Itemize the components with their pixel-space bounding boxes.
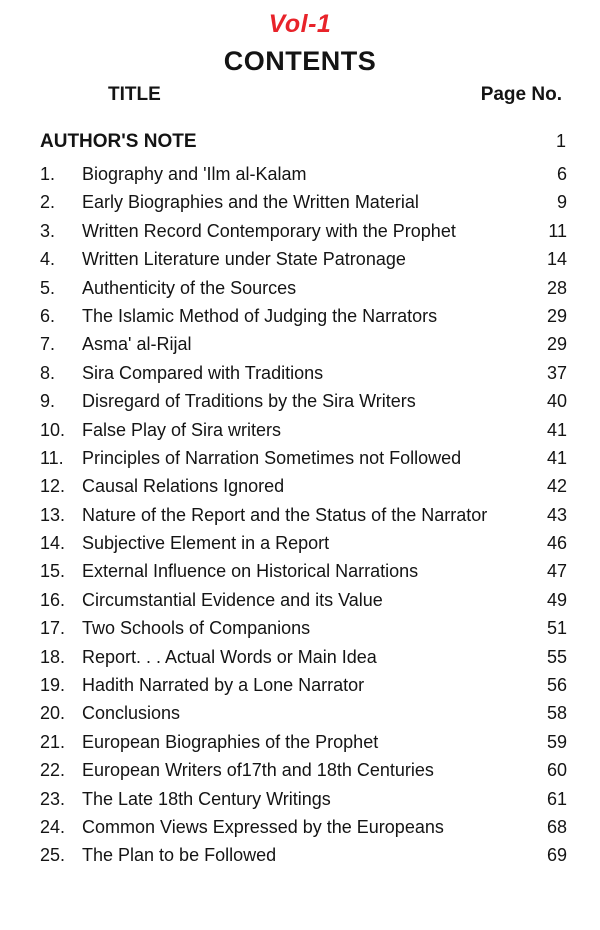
toc-entry: [0, 504, 600, 532]
toc-entry: [0, 333, 600, 361]
toc-entry: [0, 390, 600, 418]
entry-number: 2.: [40, 192, 56, 213]
toc-entry: [0, 844, 600, 872]
title-column-header: TITLE: [108, 84, 161, 105]
entry-number: 17.: [40, 618, 66, 639]
entry-page: 68: [546, 816, 567, 837]
toc-entry: [0, 163, 600, 191]
entry-number: 9.: [40, 391, 56, 412]
toc-entry: [0, 419, 600, 447]
entry-title: Subjective Element in a Report: [82, 533, 330, 554]
entry-title: Causal Relations Ignored: [82, 476, 285, 497]
entry-page: 59: [546, 731, 567, 752]
entry-page: 47: [546, 561, 567, 582]
entry-title: European Writers of17th and 18th Centuries: [82, 760, 434, 781]
toc-entry: [0, 362, 600, 390]
toc-entry: [0, 560, 600, 588]
entry-title: Authenticity of the Sources: [82, 277, 297, 298]
entry-title: Conclusions: [82, 703, 181, 724]
entry-page: 43: [546, 504, 567, 525]
entry-number: 14.: [40, 533, 66, 554]
entry-number: 7.: [40, 334, 56, 355]
entry-title: The Late 18th Century Writings: [82, 788, 331, 809]
entry-page: 11: [548, 220, 567, 241]
entry-number: 6.: [40, 305, 56, 326]
entry-number: 3.: [40, 220, 56, 241]
entry-number: 11.: [40, 447, 64, 468]
toc-entry: [0, 759, 600, 787]
entry-title: External Influence on Historical Narrations: [82, 561, 419, 582]
entry-page: 61: [546, 788, 567, 809]
entry-title: False Play of Sira writers: [82, 419, 282, 440]
toc-entry: [0, 788, 600, 816]
toc-entry: [0, 589, 600, 617]
entry-title: Report. . . Actual Words or Main Idea: [82, 646, 377, 667]
entry-number: 16.: [40, 589, 66, 610]
entry-title: Biography and 'Ilm al-Kalam: [82, 164, 307, 184]
entry-page: 42: [546, 476, 567, 497]
entry-page: 41: [546, 419, 567, 440]
entry-page: 60: [546, 760, 567, 781]
entry-page: 29: [546, 305, 567, 326]
toc-entry: [0, 447, 600, 475]
toc-entry: [0, 532, 600, 560]
entry-title: Early Biographies and the Written Material: [82, 192, 419, 213]
volume-label: Vol-1: [268, 10, 332, 38]
entry-number: 21.: [40, 731, 66, 752]
entry-page: 56: [546, 675, 567, 696]
entry-title: Sira Compared with Traditions: [82, 362, 324, 383]
entry-title: The Plan to be Followed: [82, 845, 277, 866]
entry-page: 9: [556, 192, 567, 213]
entry-page: 69: [546, 845, 567, 866]
entry-number: 22.: [40, 760, 66, 781]
entry-title: Common Views Expressed by the Europeans: [82, 816, 444, 837]
entry-title: Disregard of Traditions by the Sira Writers: [82, 391, 416, 412]
toc-entry: [0, 220, 600, 248]
entry-title: European Biographies of the Prophet: [82, 731, 379, 752]
entry-number: 23.: [40, 788, 66, 809]
entry-number: 18.: [40, 646, 66, 667]
entry-number: 13.: [40, 504, 66, 525]
entry-title: The Islamic Method of Judging the Narrators: [82, 305, 438, 326]
entry-page: 41: [546, 447, 567, 468]
entry-title: Circumstantial Evidence and its Value: [82, 589, 383, 610]
author-note-page: 1: [555, 131, 566, 151]
entry-title: Written Literature under State Patronage: [82, 249, 406, 270]
toc-entry: [0, 702, 600, 730]
entry-title: Nature of the Report and the Status of the Narrator: [82, 504, 488, 525]
entry-page: 51: [546, 618, 567, 639]
toc-entry: [0, 305, 600, 333]
entry-title: Asma' al-Rijal: [82, 334, 192, 355]
entry-page: 58: [546, 703, 567, 724]
toc-entry: [0, 674, 600, 702]
entry-title: Principles of Narration Sometimes not Followed: [82, 447, 462, 468]
entry-number: 25.: [40, 845, 66, 866]
entry-number: 20.: [40, 703, 66, 724]
author-note-title: AUTHOR'S NOTE: [40, 131, 197, 152]
entry-title: Hadith Narrated by a Lone Narrator: [82, 675, 365, 696]
entry-number: 15.: [40, 561, 66, 582]
toc-entry: [0, 248, 600, 276]
entry-page: 40: [546, 391, 567, 412]
entry-number: 1.: [40, 164, 56, 184]
entry-number: 8.: [40, 362, 56, 383]
entry-page: 49: [546, 589, 567, 610]
toc-entry: [0, 191, 600, 219]
entry-page: 55: [546, 646, 567, 667]
entry-number: 19.: [40, 675, 66, 696]
entry-title: Two Schools of Companions: [82, 618, 311, 639]
page-title: CONTENTS: [223, 46, 377, 76]
entry-number: 12.: [40, 476, 66, 497]
entry-page: 37: [546, 362, 567, 383]
entry-page: 46: [546, 533, 567, 554]
toc-entry: [0, 731, 600, 759]
entry-page: 6: [556, 164, 567, 184]
toc-entry: [0, 475, 600, 503]
entry-title: Written Record Contemporary with the Prophet: [82, 220, 456, 241]
toc-entry: [0, 277, 600, 305]
toc-entry: [0, 617, 600, 645]
table-of-contents: [0, 163, 600, 873]
entry-number: 4.: [40, 249, 56, 270]
toc-entry: [0, 646, 600, 674]
toc-entry: [0, 816, 600, 844]
entry-number: 5.: [40, 277, 56, 298]
entry-page: 14: [546, 249, 567, 270]
entry-number: 10.: [40, 419, 66, 440]
page-column-header: Page No.: [480, 84, 562, 105]
entry-page: 29: [546, 334, 567, 355]
entry-number: 24.: [40, 816, 66, 837]
entry-page: 28: [546, 277, 567, 298]
